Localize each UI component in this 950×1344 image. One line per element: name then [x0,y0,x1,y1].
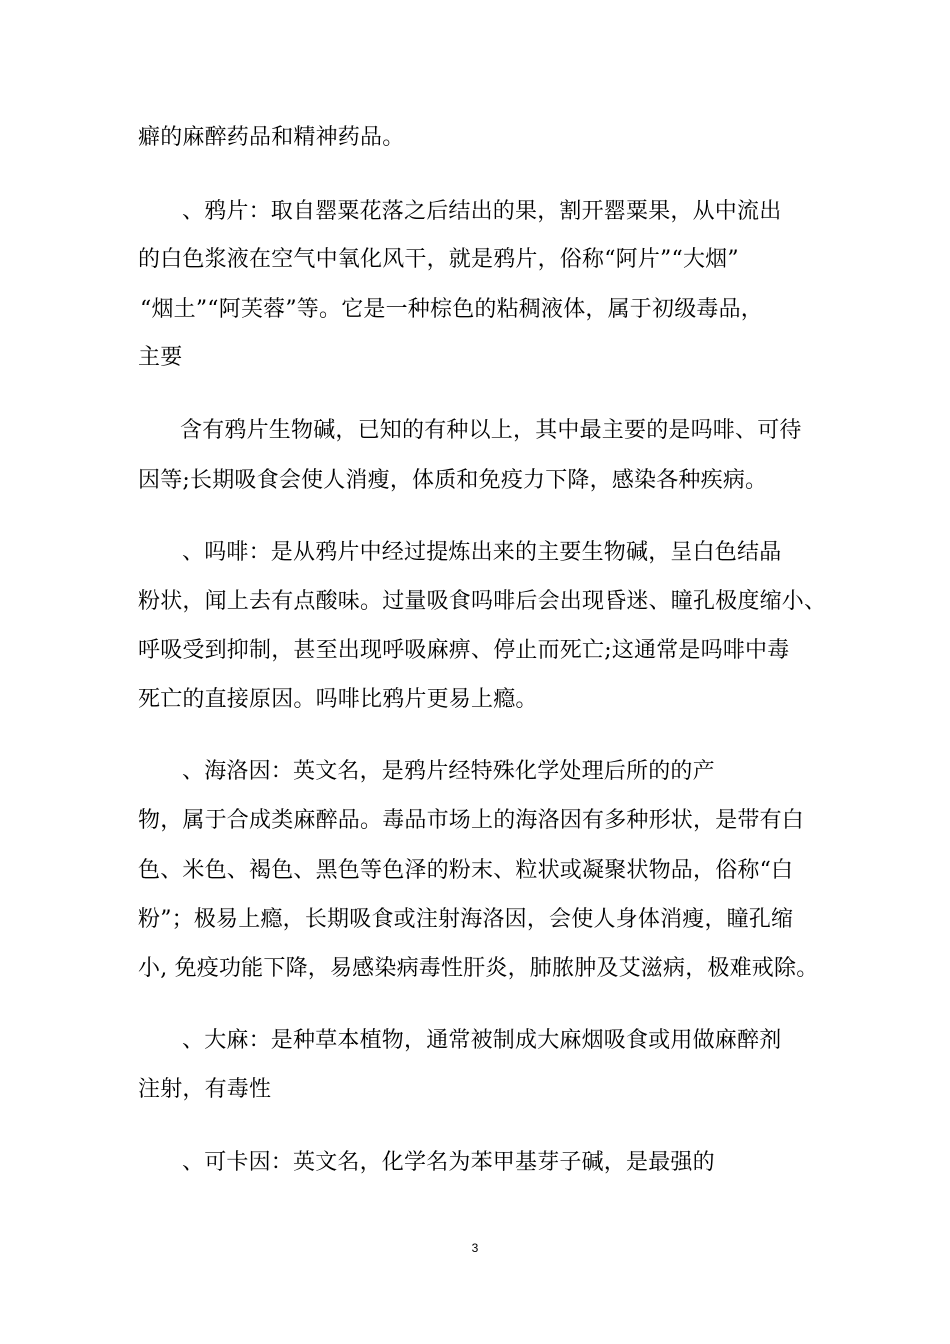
text-line: 色、米色、褐色、黑色等色泽的粉末、粒状或凝聚状物品，俗称“白 [138,858,794,883]
text-line: 含有鸦片生物碱，已知的有种以上，其中最主要的是吗啡、可待 [180,418,802,443]
text-line: 、可卡因：英文名，化学名为苯甲基芽子碱，是最强的 [182,1150,715,1175]
text-line: 、吗啡：是从鸦片中经过提炼出来的主要生物碱，呈白色结晶 [182,540,782,565]
text-line: 死亡的直接原因。吗啡比鸦片更易上瘾。 [138,687,538,712]
text-line: 、大麻：是种草本植物，通常被制成大麻烟吸食或用做麻醉剂 [182,1028,782,1053]
text-line: 小, 免疫功能下降，易感染病毒性肝炎，肺脓肿及艾滋病，极难戒除。 [138,956,819,981]
text-line: 主要 [138,345,183,370]
text-line: 粉”；极易上瘾，长期吸食或注射海洛因，会使人身体消瘦，瞳孔缩 [138,907,794,932]
text-line: 注射，有毒性 [138,1077,272,1102]
text-line: 粉状，闻上去有点酸味。过量吸食吗啡后会出现昏迷、瞳孔极度缩小、 [138,589,827,614]
text-line: 的白色浆液在空气中氧化风干，就是鸦片，俗称“阿片”“大烟” [138,247,739,272]
text-line: “烟土”“阿芙蓉”等。它是一种棕色的粘稠液体，属于初级毒品， [140,297,763,322]
text-line: 、鸦片：取自罂粟花落之后结出的果，割开罂粟果，从中流出 [182,199,782,224]
text-line: 、海洛因：英文名，是鸦片经特殊化学处理后所的的产 [182,759,715,784]
text-line: 癖的麻醉药品和精神药品。 [138,125,405,150]
page-number: 3 [471,1241,479,1255]
text-line: 因等;长期吸食会使人消瘦，体质和免疫力下降，感染各种疾病。 [138,468,768,493]
text-line: 呼吸受到抑制，甚至出现呼吸麻痹、停止而死亡;这通常是吗啡中毒 [138,638,790,663]
text-line: 物，属于合成类麻醉品。毒品市场上的海洛因有多种形状，是带有白 [138,808,805,833]
